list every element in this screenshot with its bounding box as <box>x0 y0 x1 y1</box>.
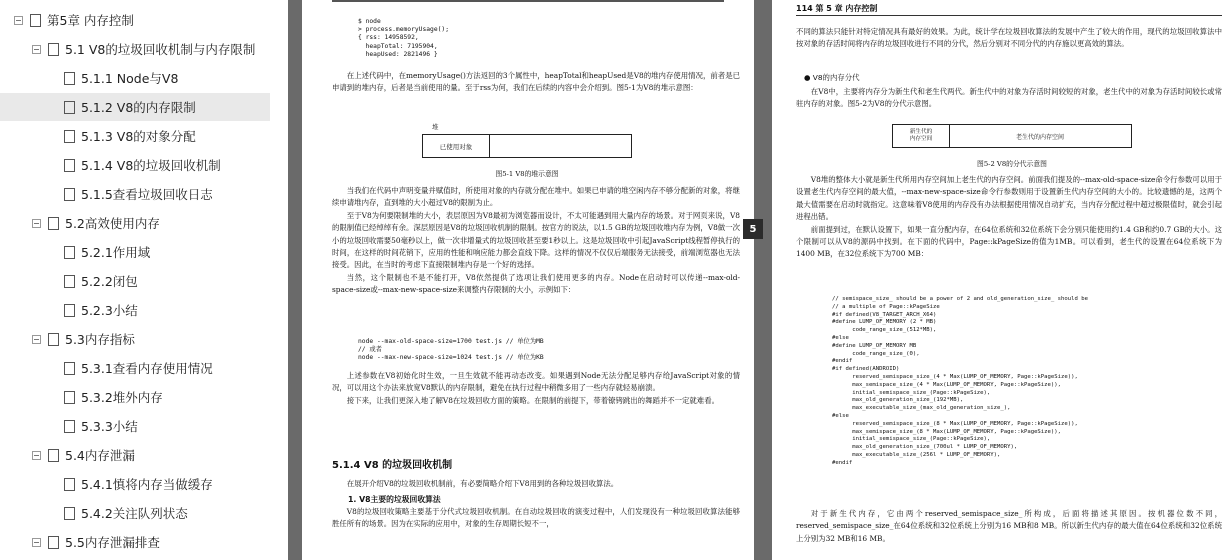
toc-item-label: 第5章 内存控制 <box>47 13 134 28</box>
fig-heap-box <box>422 134 632 158</box>
toc-item[interactable] <box>0 93 270 121</box>
toc-item[interactable] <box>0 296 280 324</box>
toc-item[interactable] <box>0 35 280 63</box>
toc-item-label: 5.3.3小结 <box>81 419 138 434</box>
toc-item[interactable] <box>0 325 280 353</box>
paragraph: 上述参数在V8初始化时生效，一旦生效就不能再动态改变。如果遇到Node无法分配足够内存给JavaScript对象的情况，可以用这个办法来放宽V8默认的内存限制，避免在执行过程中稍微多用了一些内存就轻易崩溃。 接下来，让我们更深入地了解V8在垃圾回收方面的策略。在限制的前提下，带着镣铐跳出的舞蹈并不一定就难看。 <box>332 371 740 405</box>
collapse-toggle-icon[interactable] <box>32 335 41 344</box>
figure-caption: 图5-2 V8的分代示意图 <box>977 160 1047 168</box>
page-number-badge: 5 <box>743 219 763 239</box>
fig-used-box: 已使用对象 <box>423 135 490 157</box>
toc-item-label: 5.1.1 Node与V8 <box>81 71 179 86</box>
bookmark-icon <box>64 391 75 404</box>
toc-item-label: 5.4.1慎将内存当做缓存 <box>81 477 213 492</box>
collapse-toggle-icon[interactable] <box>32 45 41 54</box>
paragraph: V8堆的整体大小就是新生代所用内存空间加上老生代的内存空间。前面我们提及的--max-old-space-size命令行参数可以用于设置老生代内存空间的最大值，--max-new-space-size命令行参数则用于设置新生代内存空间的大小的。比较遗憾的是，这两个最大值需要在启动时就指定。这意味着V8使用的内存没有办法根据使用情况自动扩充，当内存分配过程中超过极限值时，就会引起进程出错。 前面提到过，在默认设置下，如果一直分配内存，在64位系统和32位系统下会分别只能使用约1.4 GB和约0.7 GB的大小。这个限制可以从V8的源码中找到。在下面的代码中，Page::kPageSize的值为1MB。可以看到，老生代的设置在64位系统下为1400 MB，在32位系统下为700 MB： <box>796 175 1222 259</box>
bookmark-icon <box>64 362 75 375</box>
toc-item[interactable] <box>0 412 280 440</box>
bookmark-icon <box>30 14 41 27</box>
bookmark-icon <box>64 72 75 85</box>
paragraph: 在V8中，主要将内存分为新生代和老生代两代。新生代中的对象为存活时间较短的对象，老生代中的对象为存活时间较长或常驻内存的对象。图5-2为V8的分代示意图。 <box>796 87 1222 109</box>
toc-item[interactable] <box>0 470 280 498</box>
toc-item-label: 5.2.2闭包 <box>81 274 138 289</box>
subsection-heading: 1. V8主要的垃圾回收算法 <box>348 495 441 504</box>
toc-item[interactable] <box>0 238 280 266</box>
top-rule <box>332 0 724 2</box>
paragraph: 对于新生代内存，它由两个reserved_semispace_size_所构成，后面将描述其原因。按机器位数不同，reserved_semispace_size_在64位系统和32位系统上分别为16 MB和8 MB。所以新生代内存的最大值在64位系统和32位系统上分别为32 MB和16 MB。 <box>796 509 1222 543</box>
paragraph: 当我们在代码中声明变量并赋值时，所使用对象的内存就分配在堆中。如果已申请的堆空闲内存不够分配新的对象，将继续申请堆内存，直到堆的大小超过V8的限制为止。 至于V8为何要限制堆的大小，表层原因为V8最初为浏览器而设计，不太可能遇到用大量内存的场景。对于网页来说，V8的限制值已经绰绰有余。深层原因是V8的垃圾回收机制的限制。按官方的说法，以1.5 GB的垃圾回收堆内存为例，V8做一次小的垃圾回收需要50毫秒以上，做一次非增量式的垃圾回收甚至要1秒以上。这是垃圾回收中引起JavaScript线程暂停执行的时间，在这样的时间花销下，应用的性能和响应能力都会直线下降。这样的情况不仅仅后端服务无法接受，前端浏览器也无法接受。因此，在当时的考虑下直接限制堆内存是一个好的选择。 当然，这个限制也不是不能打开，V8依然提供了选项让我们使用更多的内存。Node在启动时可以传递--max-old-space-size或--max-new-space-size来调整内存限制的大小，示例如下： <box>332 186 740 295</box>
toc-item-label: 5.1 V8的垃圾回收机制与内存限制 <box>65 42 256 57</box>
toc-item[interactable] <box>0 180 280 208</box>
collapse-toggle-icon[interactable] <box>32 538 41 547</box>
toc-item[interactable] <box>0 528 280 556</box>
toc-item-label: 5.1.2 V8的内存限制 <box>81 100 196 115</box>
paragraph: V8的垃圾回收策略主要基于分代式垃圾回收机制。在自动垃圾回收的演变过程中，人们发现没有一种垃圾回收算法能够胜任所有的场景。因为在实际的应用中，对象的生存周期长短不一， <box>332 507 740 529</box>
bookmark-icon <box>64 246 75 259</box>
fig-heap-label: 堆 <box>432 123 439 131</box>
document-viewer[interactable] <box>288 0 1232 560</box>
toc-item-label: 5.1.3 V8的对象分配 <box>81 129 196 144</box>
toc-item-label: 5.3.2堆外内存 <box>81 390 163 405</box>
toc-item[interactable] <box>0 209 280 237</box>
paragraph: 在上述代码中，在memoryUsage()方法返回的3个属性中，heapTotal和heapUsed是V8的堆内存使用情况，前者是已申请到的堆内存，后者是当前使用的量。至于rss为何，我们在后续的内容中会介绍到。图5-1为V8的堆示意图： <box>332 71 740 93</box>
collapse-toggle-icon[interactable] <box>14 16 23 25</box>
page-left <box>302 0 754 560</box>
paragraph: 不同的算法只能针对特定情况具有最好的效果。为此，统计学在垃圾回收算法的发展中产生了较大的作用，现代的垃圾回收算法中按对象的存活时间将内存的垃圾回收进行不同的分代，然后分别对不同分代的内存施以更高效的算法。 <box>796 27 1222 49</box>
figure-caption: 图5-1 V8的堆示意图 <box>495 170 559 178</box>
bookmark-icon <box>64 478 75 491</box>
bookmark-icon <box>48 217 59 230</box>
toc-item[interactable] <box>0 499 280 527</box>
toc-item-label: 5.4.2关注队列状态 <box>81 506 188 521</box>
bookmark-icon <box>64 420 75 433</box>
toc-sidebar <box>0 0 288 560</box>
toc-item-label: 5.3内存指标 <box>65 332 135 347</box>
collapse-toggle-icon[interactable] <box>32 451 41 460</box>
toc-item[interactable] <box>0 6 280 34</box>
section-heading: 5.1.4 V8 的垃圾回收机制 <box>332 460 453 471</box>
toc-item-label: 5.2.3小结 <box>81 303 138 318</box>
bullet-heading: ● V8的内存分代 <box>804 73 860 82</box>
code-v8-heap-config: // semispace_size_ should be a power of 2 and old_generation_size_ should be // a multiple of Page::kPageSize #if defined(V8_TARGET_ARCH_X64) #define LUMP_OF_MEMORY (2 * MB) code_range_size_(512*MB), #else #define LUMP_OF_MEMORY MB code_range_size_(0), #endif #if defined(ANDROID) reserved_semispace_size_(4 * Max(LUMP_OF_MEMORY, Page::kPageSize)), max_semispace_size_(4 * Max(LUMP_OF_MEMORY, Page::kPageSize)), initial_semispace_size_(Page::kPageSize), max_old_generation_size_(192*MB), max_executable_size_(max_old_generation_size_), #else reserved_semispace_size_(8 * Max(LUMP_OF_MEMORY, Page::kPageSize)), max_semispace_size_(8 * Max(LUMP_OF_MEMORY, Page::kPageSize)), initial_semispace_size_(Page::kPageSize), max_old_generation_size_(700ul * LUMP_OF_MEMORY), max_executable_size_(256l * LUMP_OF_MEMORY), #endif <box>832 296 1088 466</box>
bookmark-icon <box>64 130 75 143</box>
bookmark-icon <box>64 101 75 114</box>
toc-item-label: 5.5内存泄漏排查 <box>65 535 160 550</box>
toc-item[interactable] <box>0 267 280 295</box>
toc-item[interactable] <box>0 64 280 92</box>
paragraph: 在展开介绍V8的垃圾回收机制前，有必要简略介绍下V8用到的各种垃圾回收算法。 <box>346 479 619 488</box>
toc-item[interactable] <box>0 122 280 150</box>
bookmark-icon <box>48 536 59 549</box>
fig-new-space: 新生代的 内存空间 <box>893 125 950 147</box>
collapse-toggle-icon[interactable] <box>32 219 41 228</box>
bookmark-icon <box>64 304 75 317</box>
toc-item[interactable] <box>0 383 280 411</box>
bookmark-icon <box>64 159 75 172</box>
code-node-options: node --max-old-space-size=1700 test.js // 单位为MB // 或者 node --max-new-space-size=1024 test.js // 单位为KB <box>358 338 544 362</box>
toc-item-label: 5.2高效使用内存 <box>65 216 160 231</box>
bookmark-icon <box>64 507 75 520</box>
toc-item-label: 5.3.1查看内存使用情况 <box>81 361 213 376</box>
toc-item-label: 5.4内存泄漏 <box>65 448 135 463</box>
fig-old-space: 老生代的内存空间 <box>1015 133 1064 141</box>
fig-generation-box <box>892 124 1132 148</box>
bookmark-icon <box>48 449 59 462</box>
page-right <box>772 0 1232 560</box>
code-memory-usage: $ node > process.memoryUsage(); { rss: 14958592, heapTotal: 7195904, heapUsed: 2821496 } <box>358 18 449 58</box>
bookmark-icon <box>64 188 75 201</box>
header-rule <box>796 15 1222 16</box>
toc-item-label: 5.1.5查看垃圾回收日志 <box>81 187 213 202</box>
bookmark-icon <box>64 275 75 288</box>
running-header: 114 第 5 章 内存控制 <box>796 4 878 13</box>
toc-item[interactable] <box>0 441 280 469</box>
bookmark-icon <box>48 333 59 346</box>
toc-item[interactable] <box>0 151 280 179</box>
bookmark-icon <box>48 43 59 56</box>
toc-item-label: 5.2.1作用域 <box>81 245 151 260</box>
toc-item-label: 5.1.4 V8的垃圾回收机制 <box>81 158 221 173</box>
toc-item[interactable] <box>0 354 280 382</box>
